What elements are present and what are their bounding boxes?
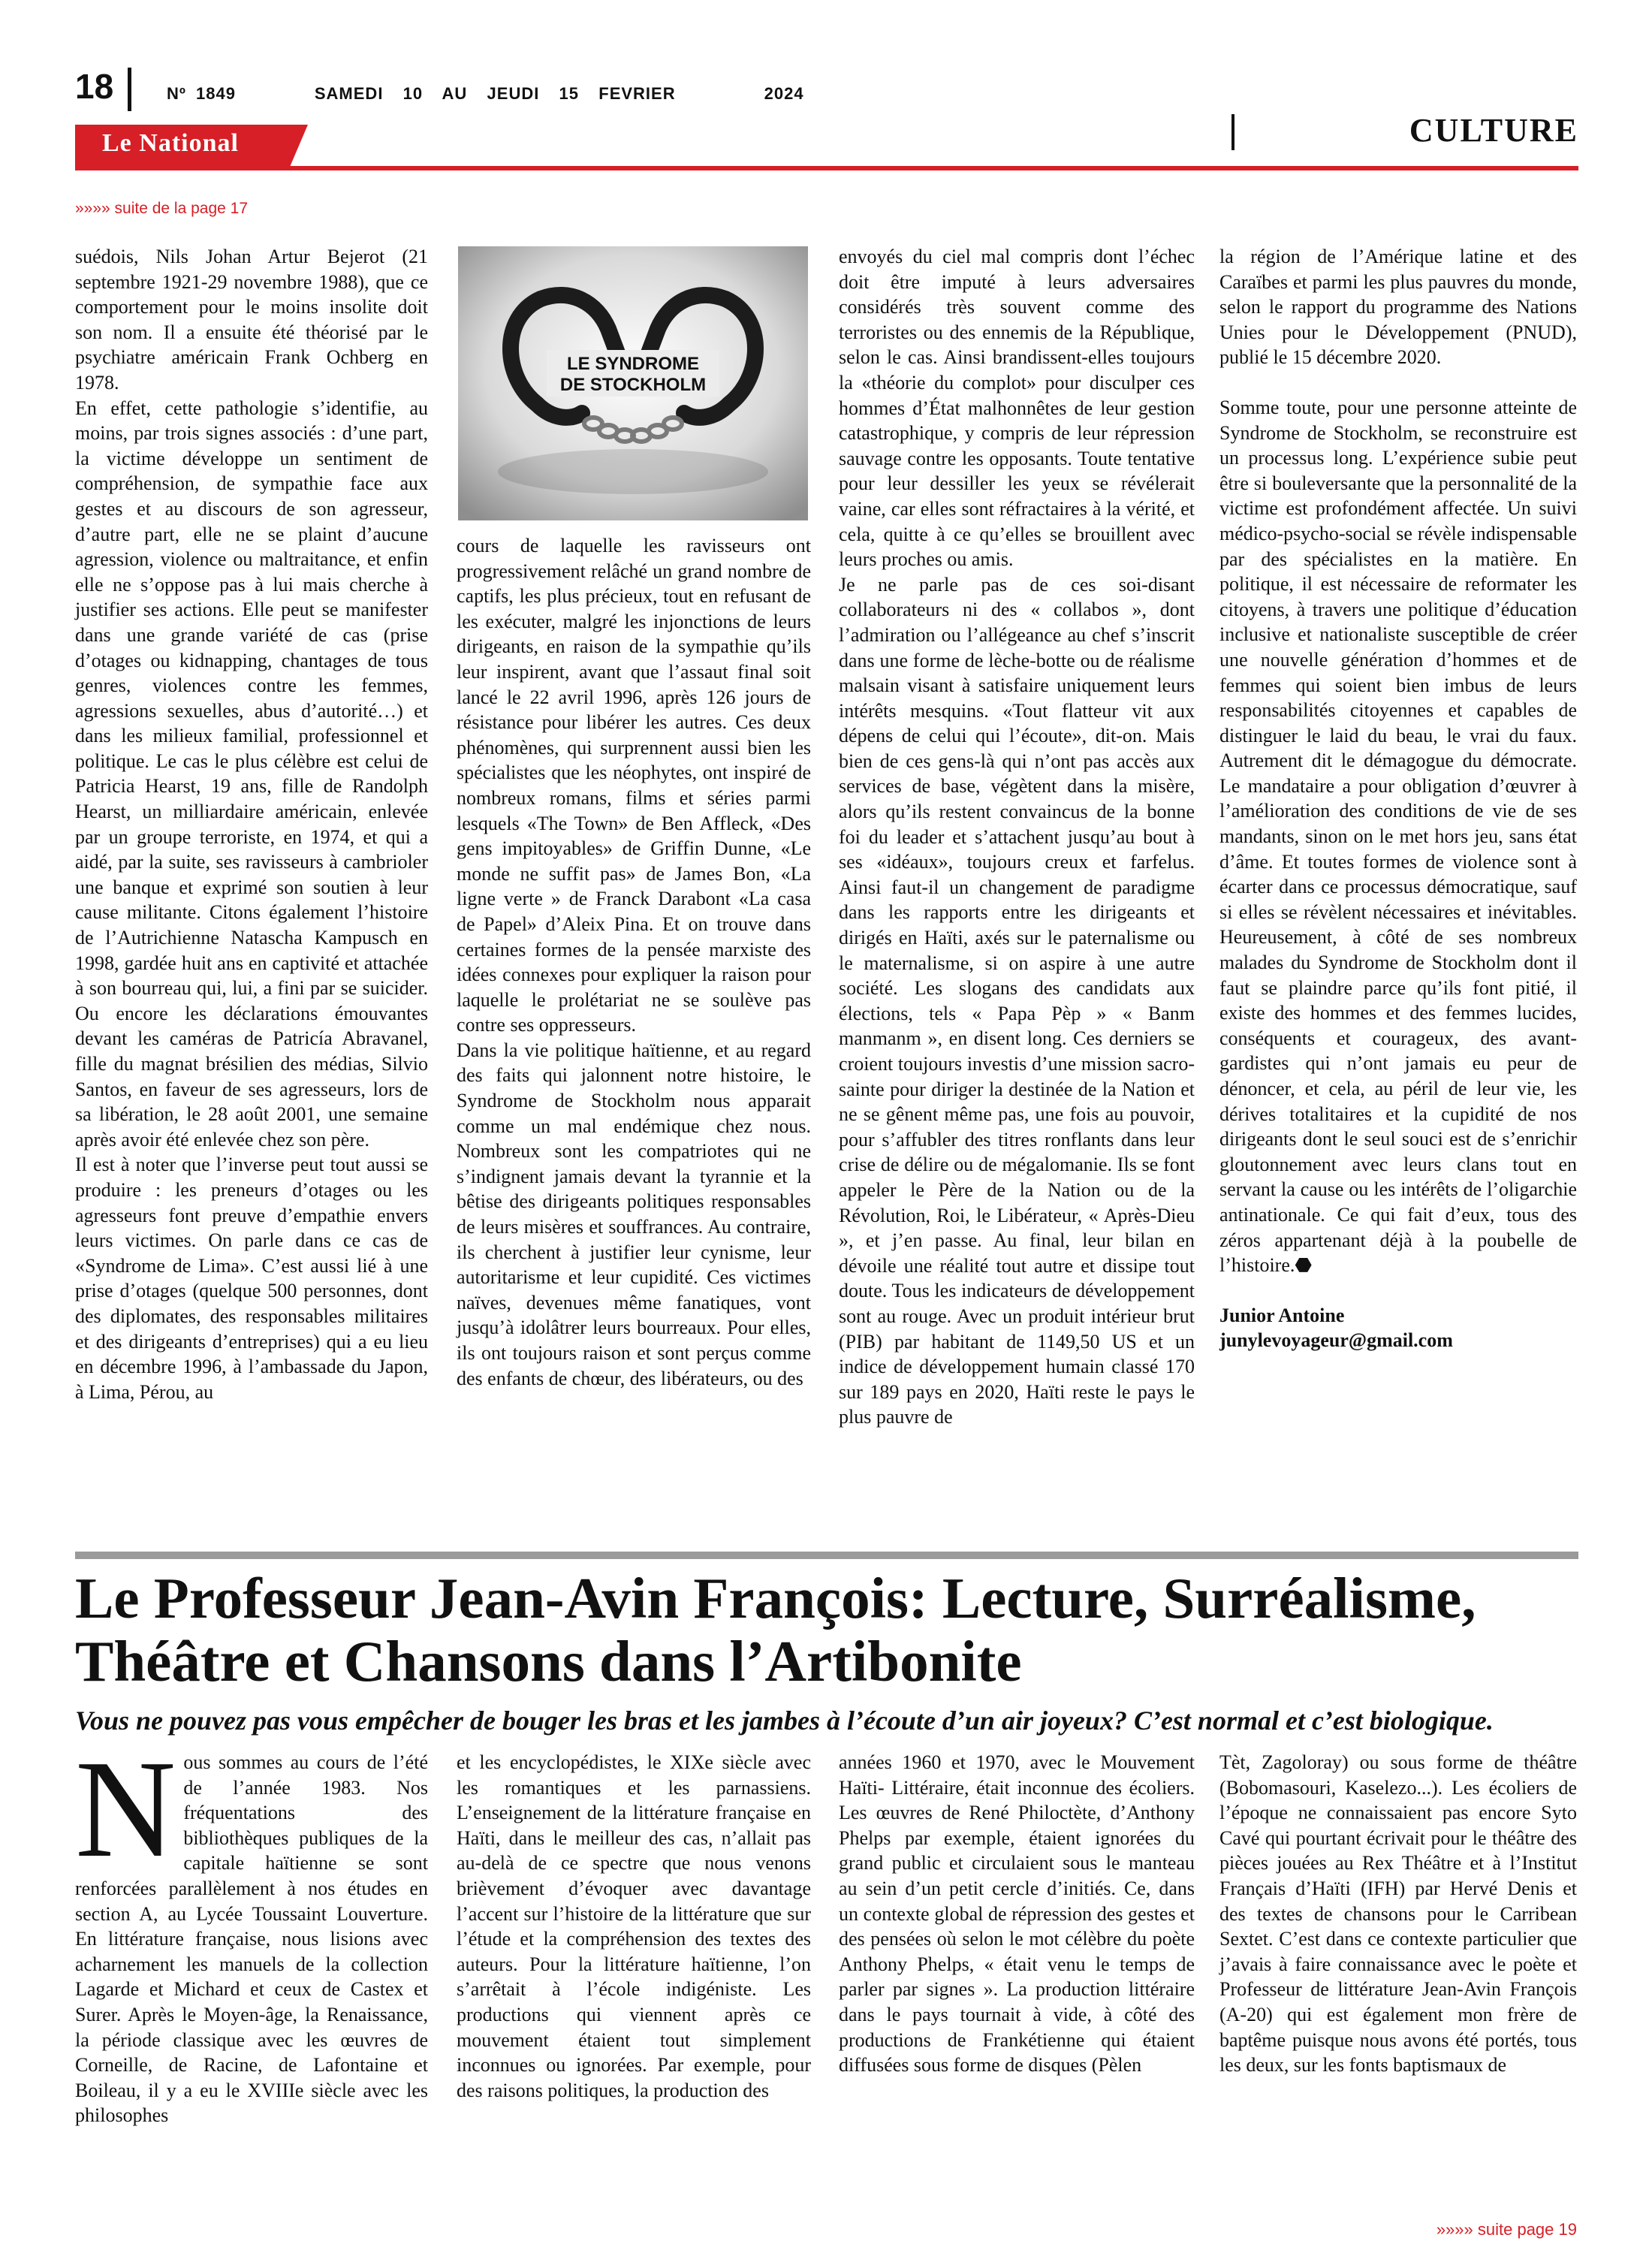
article-column-4	[1219, 244, 1577, 1536]
paragraph: Je ne parle pas de ces soi-disant collaborateurs ni des « collabos », dont l’admiration ou l’allégeance au chef s’inscrit dans une forme de lèche-botte ou de réalisme malsain visant à satisfaire uniquement leurs intérêts mesquins. «Tout flatteur vit aux dépens de celui qui l’écoute», dit-on. Mais bien de ces gens-là qui n’ont pas accès aux services de base, végètent dans la misère, alors qu’ils restent convaincus de la bonne foi du leader et s’attachent jusqu’au bout à ses «idéaux», toujours creux et farfelus. Ainsi faut-il un changement de paradigme dans les rapports entre les dirigeants et dirigés en Haïti, axés sur le paternalisme ou le maternalisme, si on aspire à une autre société. Les slogans des candidats aux élections, tels « Papa Pèp » « Banm manmanm », en disent long. Ces derniers se croient toujours investis d’une mission sacro-sainte pour diriger la destinée de la Nation et ne se gênent même pas, une fois au pouvoir, pour s’affubler des titres ronflants dans leur crise de délire ou de mégalomanie. Ils se font appeler le Père de la Nation ou de la Révolution, Roi, le Libérateur, « Après-Dieu », et j’en passe. Au final, leur bilan en dévoile une réalité tout autre et dissipe tout doute. Tous les indicateurs de développement sont au rouge. Avec un produit intérieur brut (PIB) par habitant de 1149,50 US et un indice de développement humain classé 170 sur 189 pays en 2020, Haïti reste le pays le plus pauvre de	[839, 573, 1195, 1428]
article-headline: Le Professeur Jean-Avin François: Lecture, Surréalisme, Théâtre et Chansons dans l’Artibonite	[75, 1566, 1476, 1694]
article-standfirst: Vous ne pouvez pas vous empêcher de bouger les bras et les jambes à l’écoute d’un air joyeux? C’est normal et c’est biologique.	[75, 1706, 1494, 1736]
article2-column-1	[75, 1732, 428, 2128]
photo-label-line-1: LE SYNDROME	[566, 354, 700, 374]
paragraph: la région de l’Amérique latine et des Caraïbes et parmi les plus pauvres du monde, selon le rapport du programme des Nations Unies pour le Développement (PNUD), publié le 15 décembre 2020.	[1219, 246, 1577, 369]
header-rule	[75, 166, 1578, 170]
paragraph: En effet, cette pathologie s’identifie, au moins, par trois signes associés : d’une part, la victime développe un sentiment de compréhension, de sympathie face aux gestes et au discours de son agresseur, d’autre part, elle ne se plaint d’aucune agression, violence ou maltraitance, et enfin elle ne s’oppose pas à lui mais cherche à justifier ses actions. Elle peut se manifester dans une grande variété de cas (prise d’otages ou kidnapping, chantages de tous genres, violences contre les femmes, agressions sexuelles, abus d’autorité…) et dans les milieux familial, professionnel et politique. Le cas le plus célèbre est celui de Patricia Hearst, 19 ans, fille de Randolph Hearst, un milliardaire américain, enlevée par un groupe terroriste, en 1974, et qui a aidé, par la suite, ses ravisseurs à cambrioler une banque et exprimé son soutien à leur cause militante. Citons également l’histoire de l’Autrichienne Natascha Kampusch en 1998, gardée huit ans en captivité et attachée à son bourreau qui, lui, a fini par se suicider. Ou encore les déclarations émouvantes devant les caméras de Patricía Abravanel, fille du magnat brésilien des médias, Silvio Santos, en faveur de ses agresseurs, lors de sa libération, le 28 août 2001, une semaine après avoir été enlevée chez son père.	[75, 397, 428, 1151]
author-email[interactable]: junylevoyageur@gmail.com	[1219, 1329, 1453, 1352]
continued-to-note: »»»» suite page 19	[1436, 2220, 1577, 2239]
page-number: 18	[75, 67, 114, 106]
paragraph-text: Somme toute, pour une personne atteinte de Syndrome de Stockholm, se reconstruire est un processus long. L’expérience subie peut être si bouleversante que la personnalité de la victime est profondément affectée. Un suivi médico-psycho-social se révèle indispensable par des spécialistes en la matière. En politique, il est nécessaire de reformater les citoyens, à travers une politique d’éducation inclusive et nationaliste susceptible de créer une nouvelle génération d’hommes et de femmes qui soient bien imbus de leurs responsabilités citoyennes et capables de distinguer le laid du beau, le vrai du faux. Autrement dit le démagogue du démocrate. Le mandataire a pour obligation d’œuvrer à l’amélioration des conditions de vie de ses mandants, sinon on le met hors jeu, sans état d’âme. Et toutes formes de violence sont à écarter dans ce processus démocratique, sauf si elles se révèlent nécessaires et inévitables. Heureusement, à côté de ses nombreux malades du Syndrome de Stockholm dont il faut se plaindre parce qu’ils font pitié, il existe des hommes et des femmes lucides, conséquents et courageux, des avant-gardistes qui n’ont jamais eu peur de dénoncer, et cela, au péril de leur vie, les dérives totalitaires et la cupidité de nos dirigeants dont le seul souci est de s’enrichir gloutonnement avec leurs clans tout en servant la cause ou les intérêts de l’oligarchie antinationale. Ce qui fait d’eux, tous des zéros appartenant déjà à la poubelle de l’histoire.	[1219, 396, 1577, 1277]
brand-name: Le National	[102, 129, 239, 157]
page-number-divider	[128, 68, 131, 111]
article2-column-2: et les encyclopédistes, le XIXe siècle avec les romantiques et les parnassiens. L’enseignement de la littérature française en Haïti, dans le meilleur des cas, n’allait pas au-delà de ce spectre que nous venons brièvement d’évoquer avec davantage l’accent sur l’histoire de la littérature que sur l’étude et la compréhension des textes des auteurs. Pour la littérature haïtienne, l’on s’arrêtait à l’école indigéniste. Les productions qui viennent après ce mouvement étaient tout simplement inconnues ou ignorées. Par exemple, pour des raisons politiques, la production des	[457, 1751, 811, 2101]
paragraph: Il est à noter que l’inverse peut tout aussi se produire : les preneurs d’otages ou les agresseurs font preuve d’empathie envers leurs victimes. On parle dans ce cas de «Syndrome de Lima». C’est aussi lié à une prise d’otages (quelque 500 personnes, dont des diplomates, des responsables militaires et des dirigeants d’entreprises) qui a eu lieu en décembre 1996, à l’ambassade du Japon, à Lima, Pérou, au	[75, 1154, 428, 1403]
article-separator	[75, 1552, 1578, 1559]
article-column-2	[457, 533, 811, 1536]
end-mark-icon: ⬣	[1295, 1254, 1313, 1277]
section-title: CULTURE	[1409, 112, 1578, 149]
paragraph	[1219, 395, 1577, 1278]
article-photo	[458, 246, 808, 520]
drop-cap: N	[75, 1732, 176, 1887]
paragraph: envoyés du ciel mal compris dont l’échec doit être imputé à leurs adversaires considérés très souvent comme des terroristes ou des ennemis de la République, selon le cas. Ainsi brandissent-elles toujours la «théorie du complot» pour disculper ces hommes d’État malhonnêtes de leur gestion catastrophique, y compris de leur répression sauvage contre les opposants. Toute tentative pour leur dessiller les yeux se révélerait vaine, car elles sont réfractaires à la vérité, et cela, quitte à ce qu’elles se brouillent avec leurs proches ou amis.	[839, 246, 1195, 571]
section-divider	[1231, 114, 1234, 150]
handcuffs-heart-icon	[458, 246, 808, 520]
paragraph: Dans la vie politique haïtienne, et au regard des faits qui jalonnent notre histoire, le Syndrome de Stockholm nous apparait comme un mal endémique chez nous. Nombreux sont les compatriotes qui ne s’indignent jamais devant la tyrannie et la bêtise des dirigeants politiques responsables de leurs misères et souffrances. Au contraire, ils cherchent à justifier leur cynisme, leur autoritarisme et leur cupidité. Ces victimes naïves, devenues même fanatiques, vont jusqu’à idolâtrer leurs bourreaux. Pour elles, ils ont toujours raison et sont perçus comme des enfants de chœur, des libérateurs, ou des	[457, 1039, 811, 1389]
paragraph: suédois, Nils Johan Artur Bejerot (21 septembre 1921-29 novembre 1988), que ce comportement pour le moins insolite doit son nom. Il a ensuite été théorisé par le psychiatre américain Frank Ochberg en 1978.	[75, 246, 428, 394]
article2-column-4: Tèt, Zagoloray) ou sous forme de théâtre (Bobomasouri, Kaselezo...). Les écoliers de l’époque ne connaissaient pas encore Syto Cavé qui pourtant écrivait pour le théâtre des pièces jouées au Rex Théâtre et à l’Institut Français d’Haïti (IFH) par Hervé Denis et des textes de chansons pour le Carribean Sextet. C’est dans ce contexte particulier que j’avais à faire connaissance avec le poète et Professeur de littérature Jean-Avin François (A-20) qui est également mon frère de baptême puisque nous avons été portés, tous les deux, sur les fonts baptismaux de	[1219, 1751, 1577, 2077]
article-column-3	[839, 244, 1195, 1536]
paragraph: ous sommes au cours de l’été de l’année 1983. Nos fréquentations des bibliothèques publiques de la capitale haïtienne se sont renforcées parallèlement à nos études en section A, au Lycée Toussaint Louverture. En littérature française, nous lisions avec acharnement les manuels de la collection Lagarde et Michard et ceux de Castex et Surer. Après le Moyen-âge, la Renaissance, la période classique avec les œuvres de Corneille, de Racine, de Lafontaine et Boileau, il y a eu le XVIIIe siècle avec les philosophes	[75, 1751, 428, 2127]
photo-label-line-2: DE STOCKHOLM	[559, 375, 707, 395]
author-name: Junior Antoine	[1219, 1304, 1345, 1326]
issue-date-line: Nº 1849 SAMEDI 10 AU JEUDI 15 FEVRIER 2024	[167, 84, 804, 103]
article2-column-3: années 1960 et 1970, avec le Mouvement Haïti- Littéraire, était inconnue des écoliers. Les œuvres de René Philoctète, d’Anthony Phelps par exemple, étaient ignorées du grand public et circulaient sous le manteau au sein d’un petit cercle d’initiés. Ce, dans un contexte global de répression des gestes et des pensées où selon le mot célèbre du poète Anthony Phelps, « était venu le temps de parler par signes ». La production littéraire dans le pays tournait à vide, à côté des productions de Frankétienne qui étaient diffusées sous forme de disques (Pèlen	[839, 1751, 1195, 2077]
continued-from-note: »»»» suite de la page 17	[75, 200, 249, 217]
paragraph: cours de laquelle les ravisseurs ont progressivement relâché un grand nombre de captifs, les plus précieux, tout en refusant de les exécuter, malgré les injonctions de leurs dirigeants, en raison de la sympathie qu’ils leur inspirent, avant que l’assaut final soit lancé le 22 avril 1996, après 126 jours de résistance pour libérer les autres. Ces deux phénomènes, qui surprennent aussi bien les spécialistes que les néophytes, ont inspiré de nombreux romans, films et séries parmi lesquels «The Town» de Ben Affleck, «Des gens impitoyables» de Griffin Dunne, «Le monde ne suffit pas» de James Bon, «La ligne verte » de Franck Darabont «La casa de Papel» d’Aleix Pina. Et on trouve dans certaines formes de la pensée marxiste des idées connexes pour expliquer la raison pour laquelle le prolétariat ne se soulève pas contre ses oppresseurs.	[457, 535, 811, 1036]
article-column-1	[75, 244, 428, 1536]
